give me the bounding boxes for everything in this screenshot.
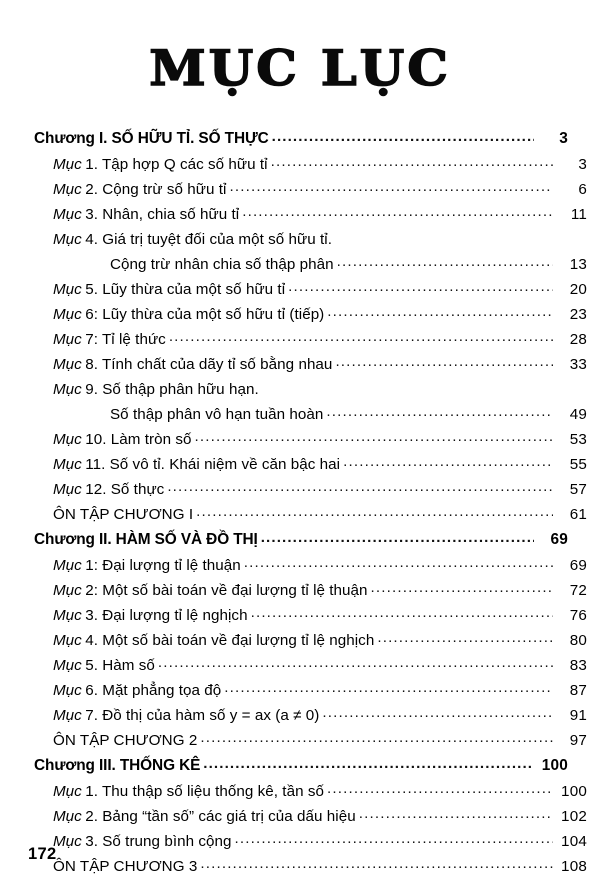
dot-leader xyxy=(251,599,553,624)
toc-entry-page-number: 108 xyxy=(561,858,587,875)
dot-leader xyxy=(158,649,553,674)
dot-leader xyxy=(262,373,553,398)
toc-entry-page-number: 100 xyxy=(561,783,587,800)
chapter-1-muc-3[interactable] xyxy=(53,198,587,223)
toc-entry-label: 4. Giá trị tuyệt đối của một số hữu tỉ. xyxy=(85,231,332,248)
dot-leader xyxy=(167,473,553,498)
chapter-3-muc-1[interactable] xyxy=(53,775,587,800)
chapter-1-review[interactable] xyxy=(53,498,587,523)
dot-leader xyxy=(359,800,553,825)
chapter-2-muc-1[interactable] xyxy=(53,549,587,574)
chapter-2-muc-6[interactable] xyxy=(53,674,587,699)
chapter-1-muc-7[interactable] xyxy=(53,323,587,348)
toc-entry-page-number: 28 xyxy=(569,331,587,348)
chapter-3[interactable] xyxy=(34,749,568,775)
toc-entry-muc-prefix: Mục xyxy=(53,306,82,323)
toc-entry-label: 5. Lũy thừa của một số hữu tỉ xyxy=(85,281,286,298)
toc-entry-page-number: 80 xyxy=(569,632,587,649)
chapter-1-muc-9-line2[interactable] xyxy=(53,398,587,423)
toc-entry-label: 2: Một số bài toán về đại lượng tỉ lệ thuận xyxy=(85,582,368,599)
chapter-3-muc-3[interactable] xyxy=(53,825,587,850)
chapter-1-muc-11[interactable] xyxy=(53,448,587,473)
toc-entry-muc-prefix: Mục xyxy=(53,582,82,599)
toc-entry-page-number: 3 xyxy=(559,130,568,147)
toc-entry-muc-prefix: Mục xyxy=(53,833,82,850)
dot-leader xyxy=(271,148,553,173)
toc-entry-page-number: 97 xyxy=(569,732,587,749)
chapter-2-muc-4[interactable] xyxy=(53,624,587,649)
dot-leader xyxy=(242,198,553,223)
chapter-1-muc-6[interactable] xyxy=(53,298,587,323)
toc-entry-page-number: 72 xyxy=(569,582,587,599)
toc-entry-label: 1: Đại lượng tỉ lệ thuận xyxy=(85,557,241,574)
dot-leader xyxy=(335,348,553,373)
toc-entry-muc-prefix: Mục xyxy=(53,231,82,248)
dot-leader xyxy=(244,549,553,574)
toc-entry-muc-prefix: Mục xyxy=(53,156,82,173)
table-of-contents xyxy=(34,122,587,875)
toc-entry-page-number: 33 xyxy=(569,356,587,373)
toc-entry-page-number: 102 xyxy=(561,808,587,825)
chapter-3-review[interactable] xyxy=(53,850,587,875)
toc-entry-label: 11. Số vô tỉ. Khái niệm về căn bậc hai xyxy=(85,456,341,473)
dot-leader xyxy=(288,273,553,298)
chapter-1-muc-5[interactable] xyxy=(53,273,587,298)
toc-entry-page-number: 3 xyxy=(578,156,587,173)
toc-entry-label: 9. Số thập phân hữu hạn. xyxy=(85,381,259,398)
toc-entry-label: ÔN TẬP CHƯƠNG 2 xyxy=(53,732,198,749)
toc-entry-page-number: 100 xyxy=(541,757,568,774)
toc-entry-muc-prefix: Mục xyxy=(53,181,82,198)
toc-entry-label: 2. Bảng “tần số” các giá trị của dấu hiệu xyxy=(85,808,356,825)
toc-entry-label: ÔN TẬP CHƯƠNG I xyxy=(53,506,194,523)
toc-entry-label: 8. Tính chất của dãy tỉ số bằng nhau xyxy=(85,356,333,373)
dot-leader xyxy=(337,248,553,273)
toc-entry-label: Số thập phân vô hạn tuần hoàn xyxy=(110,406,324,423)
toc-entry-label: 1. Tập hợp Q các số hữu tỉ xyxy=(85,156,268,173)
chapter-2-review[interactable] xyxy=(53,724,587,749)
toc-entry-muc-prefix: Mục xyxy=(53,783,82,800)
toc-entry-label: 6. Mặt phẳng tọa độ xyxy=(85,682,222,699)
dot-leader xyxy=(200,850,553,875)
toc-entry-muc-prefix: Mục xyxy=(53,632,82,649)
dot-leader xyxy=(327,298,553,323)
toc-entry-page-number: 49 xyxy=(569,406,587,423)
dot-leader xyxy=(229,173,553,198)
toc-entry-muc-prefix: Mục xyxy=(53,431,82,448)
toc-entry-muc-prefix: Mục xyxy=(53,657,82,674)
dot-leader xyxy=(196,498,553,523)
dot-leader xyxy=(322,699,553,724)
toc-entry-label: 12. Số thực xyxy=(85,481,165,498)
toc-entry-label: ÔN TẬP CHƯƠNG 3 xyxy=(53,858,198,875)
toc-entry-page-number: 91 xyxy=(569,707,587,724)
toc-entry-page-number: 11 xyxy=(570,206,587,223)
toc-entry-label: 3. Số trung bình cộng xyxy=(85,833,232,850)
dot-leader xyxy=(371,574,553,599)
dot-leader xyxy=(169,323,553,348)
dot-leader xyxy=(343,448,553,473)
toc-entry-muc-prefix: Mục xyxy=(53,356,82,373)
toc-entry-page-number: 76 xyxy=(569,607,587,624)
toc-entry-label: Chương III. THỐNG KÊ xyxy=(34,757,201,774)
toc-entry-page-number: 13 xyxy=(569,256,587,273)
toc-entry-label: Chương I. SỐ HỮU TỈ. SỐ THỰC xyxy=(34,130,269,147)
chapter-2[interactable] xyxy=(34,523,568,549)
toc-entry-label: Cộng trừ nhân chia số thập phân xyxy=(110,256,334,273)
toc-entry-label: 7. Đồ thị của hàm số y = ax (a ≠ 0) xyxy=(85,707,320,724)
dot-leader xyxy=(200,724,553,749)
dot-leader xyxy=(335,223,553,248)
dot-leader xyxy=(203,749,534,775)
toc-entry-page-number: 55 xyxy=(569,456,587,473)
toc-entry-page-number: 69 xyxy=(550,531,568,548)
toc-entry-page-number: 61 xyxy=(569,506,587,523)
chapter-1-muc-1[interactable] xyxy=(53,148,587,173)
dot-leader xyxy=(326,398,553,423)
toc-entry-page-number: 23 xyxy=(569,306,587,323)
dot-leader xyxy=(377,624,553,649)
toc-entry-page-number: 87 xyxy=(569,682,587,699)
toc-entry-page-number: 53 xyxy=(569,431,587,448)
dot-leader xyxy=(327,775,553,800)
chapter-1[interactable] xyxy=(34,122,568,148)
toc-entry-muc-prefix: Mục xyxy=(53,707,82,724)
toc-entry-label: 4. Một số bài toán về đại lượng tỉ lệ nghịch xyxy=(85,632,375,649)
toc-entry-label: 5. Hàm số xyxy=(85,657,155,674)
dot-leader xyxy=(261,523,534,549)
toc-entry-label: 3. Nhân, chia số hữu tỉ xyxy=(85,206,240,223)
toc-entry-muc-prefix: Mục xyxy=(53,381,82,398)
toc-entry-page-number: 57 xyxy=(569,481,587,498)
toc-entry-muc-prefix: Mục xyxy=(53,808,82,825)
page-title: MỤC LỤC xyxy=(149,39,451,97)
page-folio-number: 172 xyxy=(28,845,57,863)
toc-entry-label: 3. Đại lượng tỉ lệ nghịch xyxy=(85,607,248,624)
toc-entry-label: 6: Lũy thừa của một số hữu tỉ (tiếp) xyxy=(85,306,325,323)
chapter-2-muc-3[interactable] xyxy=(53,599,587,624)
toc-entry-page-number: 104 xyxy=(561,833,587,850)
page-title-wrap xyxy=(0,39,600,97)
toc-entry-page-number: 69 xyxy=(569,557,587,574)
dot-leader xyxy=(234,825,553,850)
dot-leader xyxy=(272,122,534,148)
toc-entry-muc-prefix: Mục xyxy=(53,557,82,574)
toc-entry-muc-prefix: Mục xyxy=(53,481,82,498)
toc-entry-muc-prefix: Mục xyxy=(53,682,82,699)
chapter-1-muc-8[interactable] xyxy=(53,348,587,373)
chapter-1-muc-10[interactable] xyxy=(53,423,587,448)
toc-entry-label: 7: Tỉ lệ thức xyxy=(85,331,166,348)
dot-leader xyxy=(194,423,553,448)
chapter-2-muc-5[interactable] xyxy=(53,649,587,674)
toc-entry-muc-prefix: Mục xyxy=(53,607,82,624)
chapter-1-muc-4[interactable] xyxy=(53,223,587,248)
toc-entry-page-number: 6 xyxy=(578,181,587,198)
toc-entry-page-number: 20 xyxy=(569,281,587,298)
toc-entry-muc-prefix: Mục xyxy=(53,456,82,473)
chapter-1-muc-12[interactable] xyxy=(53,473,587,498)
chapter-1-muc-9[interactable] xyxy=(53,373,587,398)
chapter-2-muc-7[interactable] xyxy=(53,699,587,724)
toc-entry-muc-prefix: Mục xyxy=(53,206,82,223)
chapter-2-muc-2[interactable] xyxy=(53,574,587,599)
toc-entry-label: Chương II. HÀM SỐ VÀ ĐỒ THỊ xyxy=(34,531,258,548)
chapter-1-muc-4-line2[interactable] xyxy=(53,248,587,273)
dot-leader xyxy=(224,674,553,699)
toc-entry-label: 2. Cộng trừ số hữu tỉ xyxy=(85,181,227,198)
toc-entry-muc-prefix: Mục xyxy=(53,281,82,298)
chapter-3-muc-2[interactable] xyxy=(53,800,587,825)
toc-entry-page-number: 83 xyxy=(569,657,587,674)
toc-entry-label: 1. Thu thập số liệu thống kê, tần số xyxy=(85,783,324,800)
toc-entry-muc-prefix: Mục xyxy=(53,331,82,348)
chapter-1-muc-2[interactable] xyxy=(53,173,587,198)
toc-entry-label: 10. Làm tròn số xyxy=(85,431,192,448)
